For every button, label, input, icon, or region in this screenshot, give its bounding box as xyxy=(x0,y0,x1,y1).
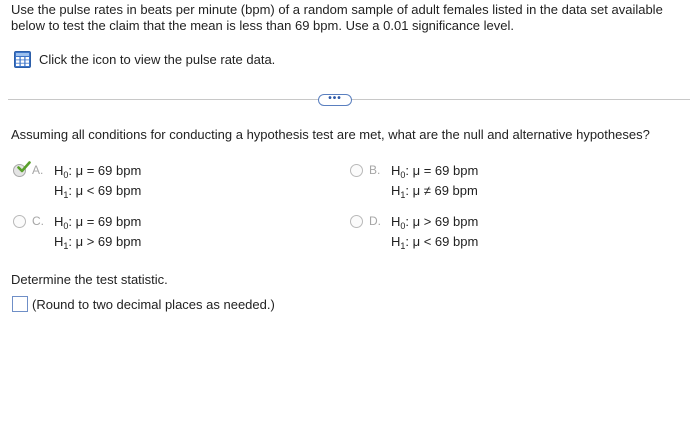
alternative-hypothesis: $H_1$: μ > 69 bpm xyxy=(54,234,142,251)
null-hypothesis: $H_0$: μ = 69 bpm xyxy=(54,163,142,180)
alternative-hypothesis: $H_1$: μ < 69 bpm xyxy=(391,234,479,251)
option-d-radio[interactable] xyxy=(350,215,363,228)
test-statistic-input[interactable] xyxy=(12,296,28,312)
option-c[interactable] xyxy=(13,212,141,252)
problem-statement xyxy=(11,2,691,34)
null-hypothesis: $H_0$: μ > 69 bpm xyxy=(391,214,479,231)
alternative-hypothesis: $H_1$: μ ≠ 69 bpm xyxy=(391,183,478,200)
checkmark-icon xyxy=(17,160,31,174)
option-b-hypotheses xyxy=(391,161,478,201)
option-d-hypotheses xyxy=(391,212,478,252)
option-c-radio[interactable] xyxy=(13,215,26,228)
option-d[interactable] xyxy=(350,212,478,252)
alternative-hypothesis: $H_1$: μ < 69 bpm xyxy=(54,183,142,200)
option-c-hypotheses xyxy=(54,212,141,252)
option-a-radio[interactable] xyxy=(13,164,26,177)
rounding-hint: (Round to two decimal places as needed.) xyxy=(32,296,275,312)
option-a[interactable] xyxy=(13,161,141,201)
view-data-link[interactable] xyxy=(14,50,275,68)
problem-statement-line-1: Use the pulse rates in beats per minute (bpm) of a random sample of adult females listed in the data set available xyxy=(11,2,663,17)
option-b-letter: B. xyxy=(369,163,381,177)
null-hypothesis: $H_0$: μ = 69 bpm xyxy=(54,214,142,231)
view-data-label: Click the icon to view the pulse rate data. xyxy=(39,51,276,67)
ellipsis-icon: ••• xyxy=(328,92,342,104)
option-d-letter: D. xyxy=(369,214,381,228)
option-a-hypotheses xyxy=(54,161,141,201)
option-b[interactable] xyxy=(350,161,478,201)
null-hypothesis: $H_0$: μ = 69 bpm xyxy=(391,163,479,180)
question-text: Assuming all conditions for conducting a hypothesis test are met, what are the null and alternative hypotheses? xyxy=(11,127,650,142)
test-statistic-answer-row xyxy=(12,296,275,312)
test-statistic-prompt: Determine the test statistic. xyxy=(11,272,168,287)
option-c-letter: C. xyxy=(32,214,44,228)
option-b-radio[interactable] xyxy=(350,164,363,177)
expand-more-button[interactable] xyxy=(318,94,352,106)
problem-statement-line-2: below to test the claim that the mean is less than 69 bpm. Use a 0.01 significance level. xyxy=(11,18,514,33)
spreadsheet-grid-icon[interactable] xyxy=(14,51,31,68)
option-a-letter: A. xyxy=(32,163,44,177)
